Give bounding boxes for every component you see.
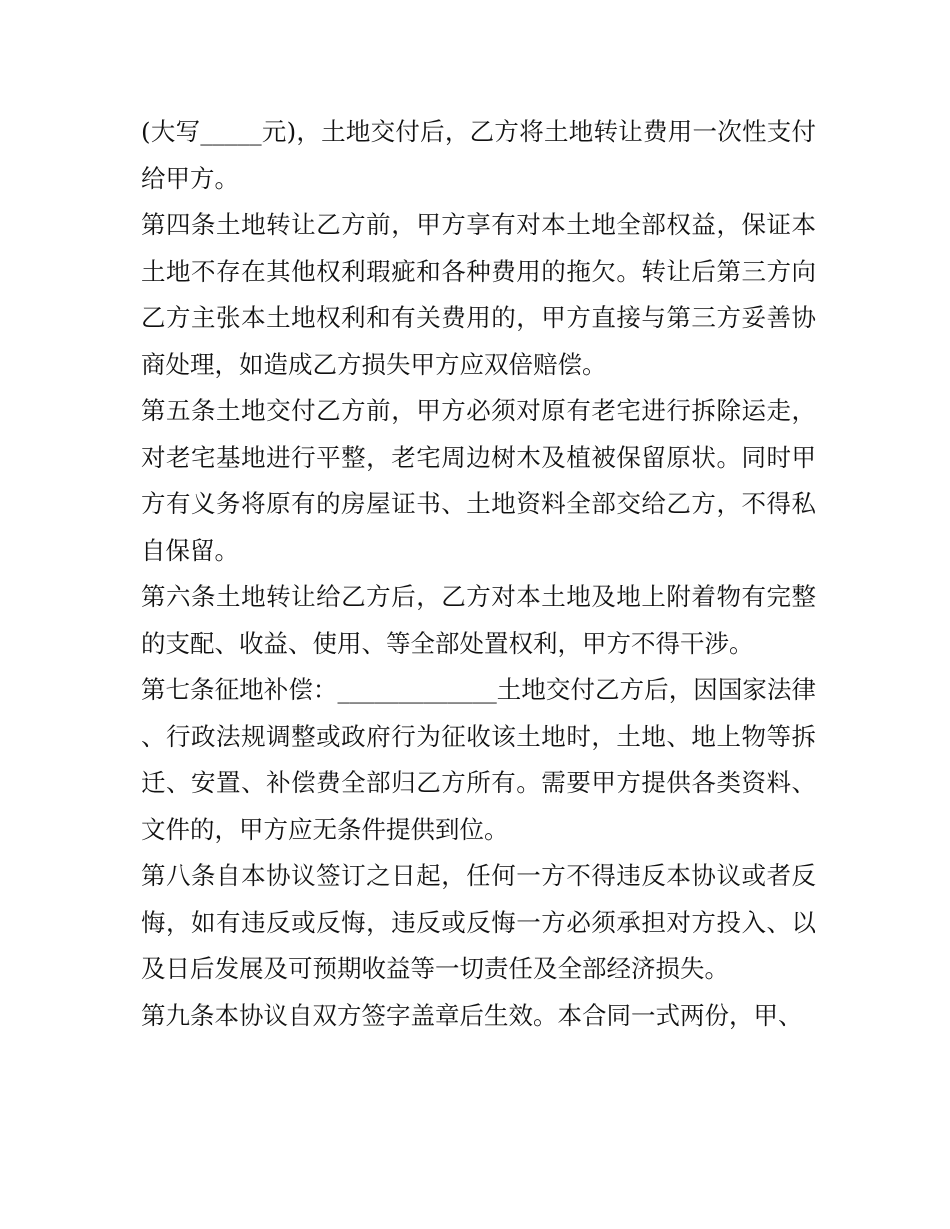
paragraph-article-4: 第四条土地转让乙方前，甲方享有对本土地全部权益，保证本土地不存在其他权利瑕疵和各种费用的拖欠。转让后第三方向乙方主张本土地权利和有关费用的，甲方直接与第三方妥善协商处理，如造成乙方损失甲方应双倍赔偿。 bbox=[141, 210, 816, 379]
paragraph-article-6: 第六条土地转让给乙方后，乙方对本土地及地上附着物有完整的支配、收益、使用、等全部处置权利，甲方不得干涉。 bbox=[141, 582, 816, 658]
document-body bbox=[141, 109, 816, 1039]
paragraph-article-5: 第五条土地交付乙方前，甲方必须对原有老宅进行拆除运走，对老宅基地进行平整，老宅周边树木及植被保留原状。同时甲方有义务将原有的房屋证书、土地资料全部交给乙方，不得私自保留。 bbox=[141, 396, 816, 565]
paragraph-article-9: 第九条本协议自双方签字盖章后生效。本合同一式两份，甲、 bbox=[141, 1000, 803, 1030]
paragraph-payment: (大写_____元)，土地交付后，乙方将土地转让费用一次性支付给甲方。 bbox=[141, 117, 816, 193]
paragraph-article-8: 第八条自本协议签订之日起，任何一方不得违反本协议或者反悔，如有违反或反悔，违反或反悔一方必须承担对方投入、以及日后发展及可预期收益等一切责任及全部经济损失。 bbox=[141, 861, 816, 983]
paragraph-article-7: 第七条征地补偿：_____________土地交付乙方后，因国家法律、行政法规调整或政府行为征收该土地时，土地、地上物等拆迁、安置、补偿费全部归乙方所有。需要甲方提供各类资料、文件的，甲方应无条件提供到位。 bbox=[141, 675, 816, 844]
